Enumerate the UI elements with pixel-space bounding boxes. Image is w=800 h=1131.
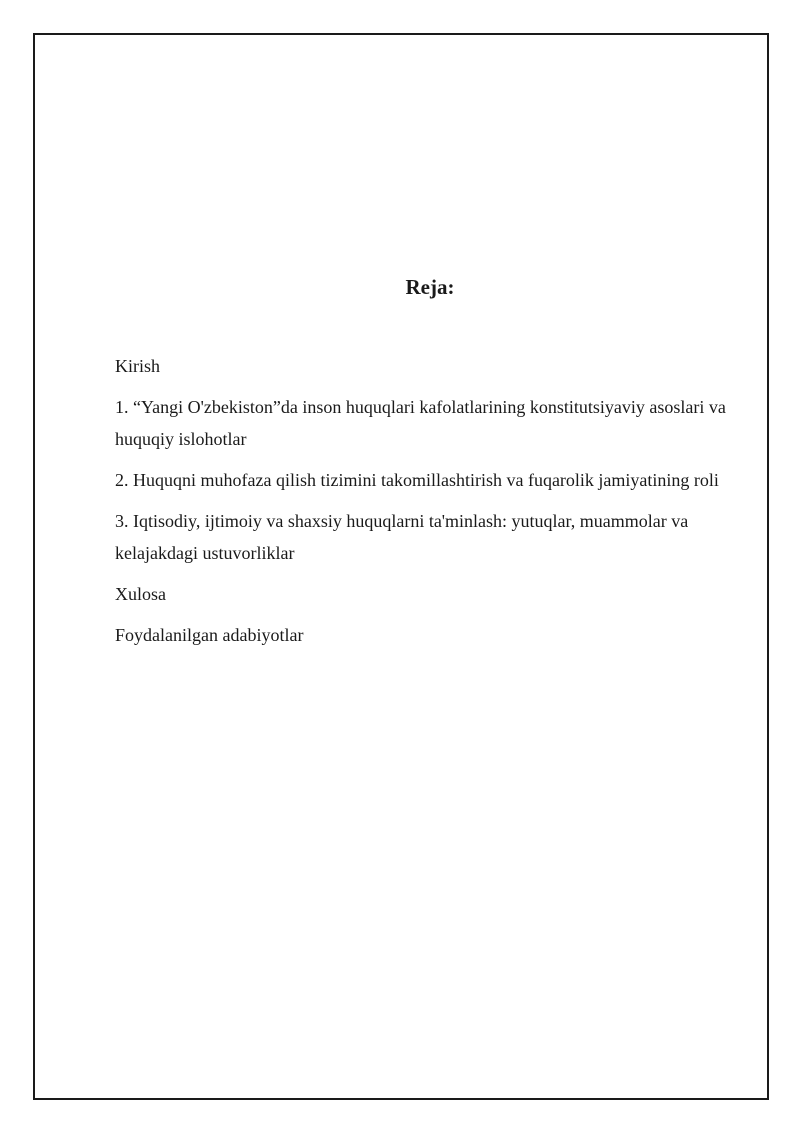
plan-item-1: 1. “Yangi O'zbekiston”da inson huquqlari kafolatlarining konstitutsiyaviy asoslari va huquqiy islohotlar xyxy=(115,397,726,449)
page-title: Reja: xyxy=(405,275,455,299)
plan-list xyxy=(115,350,745,660)
plan-item-intro: Kirish xyxy=(115,356,160,376)
plan-item-3: 3. Iqtisodiy, ijtimoiy va shaxsiy huquqlarni ta'minlash: yutuqlar, muammolar va kelajakdagi ustuvorliklar xyxy=(115,511,689,563)
plan-item-conclusion: Xulosa xyxy=(115,584,166,604)
plan-item-2: 2. Huquqni muhofaza qilish tizimini takomillashtirish va fuqarolik jamiyatining roli xyxy=(115,470,719,490)
plan-item-references: Foydalanilgan adabiyotlar xyxy=(115,625,304,645)
